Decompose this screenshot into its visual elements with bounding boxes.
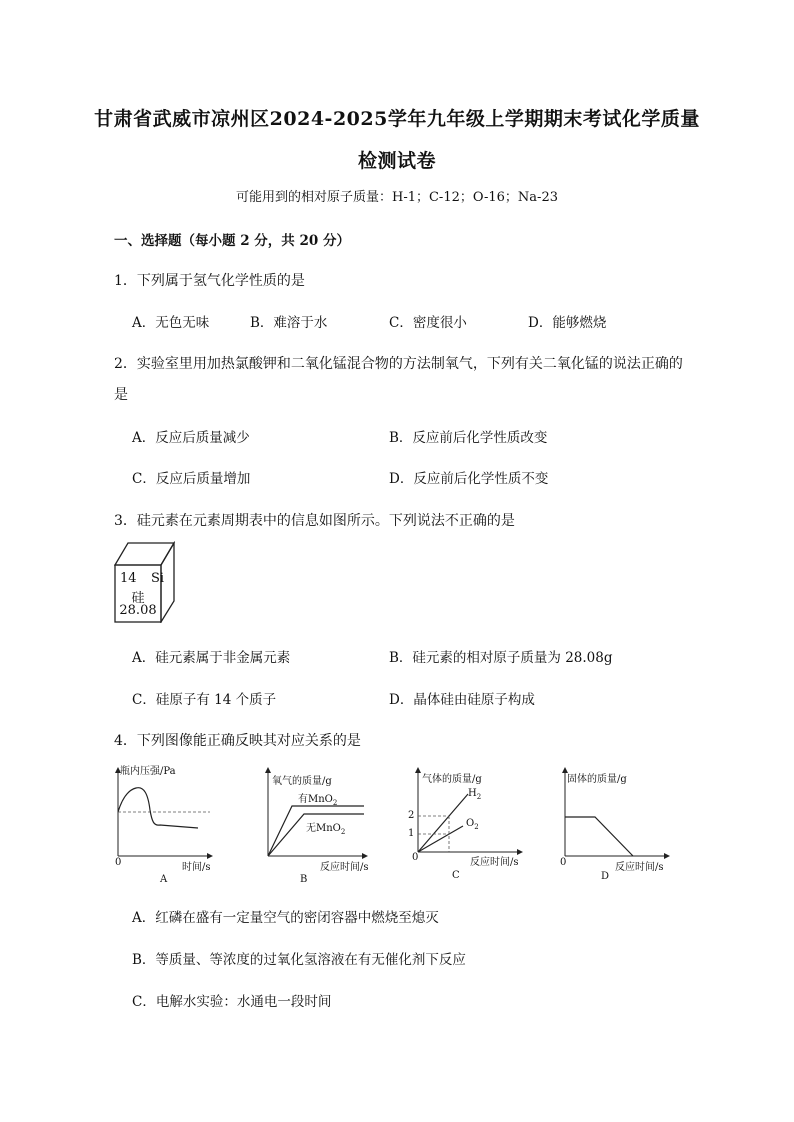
q3-option-b: B．硅元素的相对原子质量为 28.08g (389, 650, 613, 666)
graph-c-o2-label (466, 818, 479, 831)
graph-d-origin: 0 (560, 857, 567, 868)
q3-option-a: A．硅元素属于非金属元素 (132, 650, 291, 666)
question-2-stem: 2．实验室里用加热氯酸钾和二氧化锰混合物的方法制氧气，下列有关二氧化锰的说法正确的 (114, 356, 683, 372)
graph-c-ylabel: 气体的质量/g (422, 774, 482, 785)
graph-b-with-sub: 2 (332, 799, 338, 807)
graph-c-caption: C (452, 870, 460, 881)
element-symbol: Si (151, 571, 165, 586)
q1-option-d: D．能够燃烧 (528, 315, 607, 331)
graph-d-xlabel: 反应时间/s (615, 862, 664, 873)
graph-b-without-catalyst (306, 819, 345, 836)
graph-b-without-text: 无MnO (306, 823, 341, 834)
graph-b-ylabel: 氧气的质量/g (272, 776, 332, 787)
exam-title-line2: 检测试卷 (357, 150, 436, 172)
q4-option-a: A．红磷在盛有一定量空气的密闭容器中燃烧至熄灭 (132, 910, 439, 926)
graph-c-h2-text: H (468, 788, 477, 799)
graph-c-origin: 0 (412, 852, 419, 863)
question-3-stem: 3．硅元素在元素周期表中的信息如图所示。下列说法不正确的是 (114, 513, 515, 529)
graph-d-ylabel: 固体的质量/g (567, 774, 627, 785)
graph-c-h2-label (468, 788, 481, 801)
graph-d-caption: D (601, 871, 610, 882)
q2-option-b: B．反应前后化学性质改变 (389, 430, 548, 446)
element-name: 硅 (131, 591, 145, 606)
graph-c-o2-sub: 2 (474, 823, 479, 831)
graph-a-ylabel: 瓶内压强/Pa (120, 766, 176, 777)
graph-c-h2-sub: 2 (476, 793, 482, 801)
section-heading: 一、选择题（每小题 2 分，共 20 分） (114, 233, 350, 249)
q3-option-d: D．晶体硅由硅原子构成 (389, 692, 535, 708)
graph-b-without-sub: 2 (340, 828, 346, 836)
q1-option-a: A．无色无味 (132, 315, 210, 331)
graph-a-caption: A (160, 874, 168, 885)
exam-title-line1: 甘肃省武威市凉州区2024-2025学年九年级上学期期末考试化学质量 (94, 108, 700, 130)
question-4-stem: 4．下列图像能正确反映其对应关系的是 (114, 733, 361, 749)
question-2-stem-cont: 是 (114, 387, 128, 403)
q2-option-c: C．反应后质量增加 (132, 471, 251, 487)
q4-option-b: B．等质量、等浓度的过氧化氢溶液在有无催化剂下反应 (132, 952, 466, 968)
q1-option-c: C．密度很小 (389, 315, 467, 331)
q2-option-d: D．反应前后化学性质不变 (389, 471, 549, 487)
q3-option-c: C．硅原子有 14 个质子 (132, 692, 277, 708)
graph-c-xlabel: 反应时间/s (470, 857, 519, 868)
q4-option-c: C．电解水实验：水通电一段时间 (132, 994, 332, 1010)
graph-b-with-catalyst (298, 790, 337, 807)
q2-option-a: A．反应后质量减少 (132, 430, 250, 446)
graph-b-caption: B (300, 874, 308, 885)
atomic-mass-note: 可能用到的相对原子质量：H-1；C-12；O-16；Na-23 (235, 190, 558, 205)
graph-b-with-text: 有MnO (298, 794, 333, 805)
graph-c-tick-2: 2 (408, 810, 415, 821)
atomic-mass: 28.08 (119, 603, 157, 618)
graph-d (557, 764, 677, 889)
q1-option-b: B．难溶于水 (250, 315, 328, 331)
graph-a-xlabel: 时间/s (182, 862, 211, 873)
question-1-stem: 1．下列属于氢气化学性质的是 (114, 273, 305, 289)
graph-c (408, 764, 528, 889)
graph-b (260, 764, 375, 889)
graph-c-o2-text: O (466, 818, 475, 829)
graph-b-xlabel: 反应时间/s (320, 862, 369, 873)
silicon-element-cell (114, 541, 218, 623)
graph-a-origin: 0 (115, 857, 122, 868)
atomic-number: 14 (120, 571, 137, 586)
graph-c-tick-1: 1 (408, 828, 415, 839)
graph-a (110, 764, 220, 889)
